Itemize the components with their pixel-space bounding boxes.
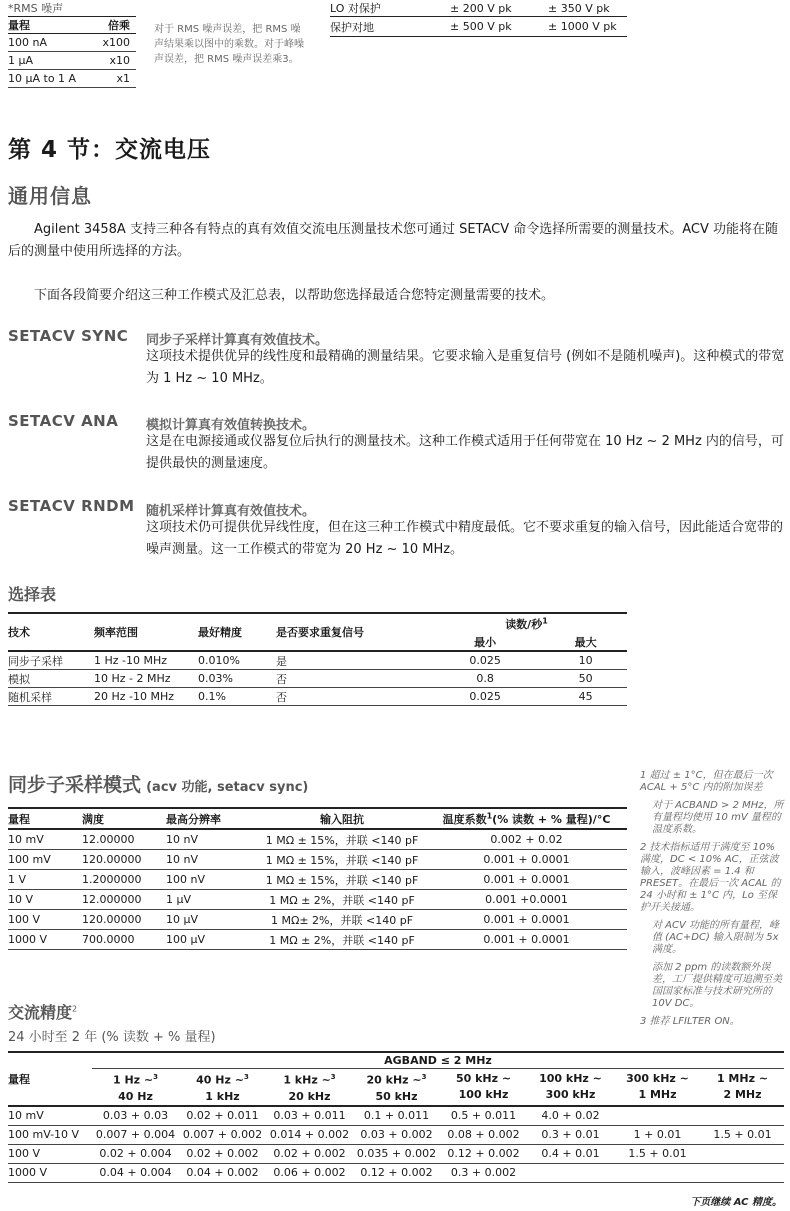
sync-heading: 同步子采样模式 (8, 774, 142, 796)
table-cell (701, 1163, 784, 1182)
table-cell: 1.2000000 (82, 870, 166, 890)
table-cell: 10 nV (166, 829, 258, 850)
table-cell: 12.00000 (82, 829, 166, 850)
table-cell (701, 1106, 784, 1126)
table-cell: 0.02 + 0.004 (92, 1144, 179, 1163)
rms-header-range: 量程 (8, 17, 94, 34)
table-cell: 1.5 + 0.01 (701, 1125, 784, 1144)
footnote-ref: 3 (243, 1073, 249, 1081)
col-header-range: 量程 (8, 1052, 92, 1106)
table-row (8, 70, 136, 88)
col-header-bottom: 1 kHz (205, 1089, 240, 1103)
table-row (8, 651, 627, 670)
sync-spec-table (8, 807, 627, 950)
col-header-bottom: 300 kHz (545, 1087, 596, 1101)
table-row (8, 52, 136, 70)
table-row (330, 0, 627, 17)
table-cell: ± 200 V pk (450, 0, 548, 17)
col-header-bottom: 100 kHz (458, 1087, 509, 1101)
table-row (8, 930, 627, 950)
accuracy-subheading: 24 小时至 2 年 (% 读数 + % 量程) (8, 1030, 216, 1045)
rms-note: 对于 RMS 噪声误差，把 RMS 噪声结果乘以图中的乘数。对于峰噪声误差，把 RMS 噪声误差乘3。 (154, 24, 304, 65)
selection-table (8, 612, 627, 706)
col-header: 量程 (8, 808, 82, 829)
table-cell: ± 350 V pk (548, 0, 627, 17)
table-cell: 否 (276, 670, 426, 688)
table-cell (614, 1106, 701, 1126)
table-cell: 1 MΩ± 2%，并联 <140 pF (258, 910, 426, 930)
table-cell: 1 V (8, 870, 82, 890)
table-cell: 否 (276, 688, 426, 706)
tempco-label: 温度系数 (442, 812, 487, 826)
sync-heading-block (8, 770, 308, 797)
table-cell: 保护对地 (330, 17, 450, 37)
col-header: 频率范围 (94, 613, 198, 651)
col-header: 满度 (82, 808, 166, 829)
table-cell: 4.0 + 0.02 (527, 1106, 614, 1126)
table-cell: 700.0000 (82, 930, 166, 950)
mode-desc-rndm: 这项技术仍可提供优异线性度，但在这三种工作模式中精度最低。它不要求重复的输入信号，因此能适合宽带的噪声测量。这一工作模式的带宽为 20 Hz ~ 10 MHz。 (146, 520, 784, 557)
table-cell: 10 (544, 651, 627, 670)
table-cell: 0.3 + 0.01 (527, 1125, 614, 1144)
table-cell: 0.001 + 0.0001 (426, 930, 627, 950)
col-header (179, 1069, 266, 1106)
table-cell: x10 (94, 52, 136, 70)
table-cell: 0.001 + 0.0001 (426, 870, 627, 890)
intro-paragraph-1: Agilent 3458A 支持三种各有特点的真有效值交流电压测量技术您可通过 SETACV 命令选择所需要的测量技术。ACV 功能将在随后的测量中使用所选择的方法。 (8, 222, 779, 259)
table-cell: 10 nV (166, 850, 258, 870)
rms-noise-block (8, 2, 143, 88)
table-cell: 10 µV (166, 910, 258, 930)
col-header-top: 20 kHz ~ (366, 1073, 422, 1087)
col-header-top: 100 kHz ~ (539, 1071, 602, 1085)
table-cell: 10 mV (8, 1106, 92, 1126)
table-row (8, 1163, 784, 1182)
footnote-2: 2 技术指标适用于满度至 10% 满度，DC < 10% AC，正弦波输入，波峰因素 = 1.4 和 PRESET。在最后一次 ACAL 的 24 小时和 ± 1°C 内，Lo 至保护开关接通。 (640, 842, 781, 913)
table-cell: 0.12 + 0.002 (440, 1144, 527, 1163)
lo-protection-table (330, 0, 627, 37)
footnote-1b: 对于 ACBAND > 2 MHz，所有量程均使用 10 mV 量程的温度系数。 (652, 800, 784, 835)
table-cell: 100 V (8, 1144, 92, 1163)
table-row (8, 890, 627, 910)
table-cell: 100 µV (166, 930, 258, 950)
table-row (8, 688, 627, 706)
table-cell: 0.06 + 0.002 (266, 1163, 353, 1182)
col-header-bottom: 40 Hz (118, 1089, 153, 1103)
mode-title-ana: 模拟计算真有效值转换技术。 (146, 418, 316, 433)
table-cell: 模拟 (8, 670, 94, 688)
col-header (701, 1069, 784, 1106)
footnote-ref: 3 (421, 1073, 427, 1081)
table-cell: 100 mV (8, 850, 82, 870)
table-cell: 120.00000 (82, 850, 166, 870)
col-header: 是否要求重复信号 (276, 613, 426, 651)
table-cell: 0.014 + 0.002 (266, 1125, 353, 1144)
col-header (440, 1069, 527, 1106)
table-cell: LO 对保护 (330, 0, 450, 17)
mode-name-rndm: SETACV RNDM (8, 497, 135, 515)
table-cell: 0.5 + 0.011 (440, 1106, 527, 1126)
table-cell: 0.001 + 0.0001 (426, 910, 627, 930)
table-cell: 0.1 + 0.011 (353, 1106, 440, 1126)
table-cell: 0.3 + 0.002 (440, 1163, 527, 1182)
table-cell: 0.04 + 0.002 (179, 1163, 266, 1182)
table-row (8, 829, 627, 850)
table-cell: 0.02 + 0.002 (266, 1144, 353, 1163)
mode-desc-ana: 这是在电源接通或仪器复位后执行的测量技术。这种工作模式适用于任何带宽在 10 Hz ~ 2 MHz 内的信号，可提供最快的测量速度。 (146, 434, 784, 471)
mode-desc-sync: 这项技术提供优异的线性度和最精确的测量结果。它要求输入是重复信号 (例如不是随机噪声)。这种模式的带宽为 1 Hz ~ 10 MHz。 (146, 349, 785, 386)
table-cell (701, 1144, 784, 1163)
table-row (8, 910, 627, 930)
table-cell: 随机采样 (8, 688, 94, 706)
table-cell: x1 (94, 70, 136, 88)
ac-accuracy-table (8, 1051, 784, 1183)
footnote-ref: 3 (330, 1073, 336, 1081)
col-header (614, 1069, 701, 1106)
table-cell: 0.03 + 0.03 (92, 1106, 179, 1126)
reading-rate-header (426, 613, 627, 633)
general-info-heading: 通用信息 (8, 184, 92, 208)
table-cell: 1 MΩ ± 15%，并联 <140 pF (258, 850, 426, 870)
col-header: 输入阻抗 (258, 808, 426, 829)
table-cell: 1000 V (8, 1163, 92, 1182)
col-header (266, 1069, 353, 1106)
table-cell: 1 MΩ ± 2%，并联 <140 pF (258, 930, 426, 950)
table-cell: x100 (94, 34, 136, 52)
table-cell: 0.002 + 0.02 (426, 829, 627, 850)
footnote-ref: 1 (542, 615, 548, 625)
col-header-top: 1 Hz ~ (112, 1073, 154, 1087)
accuracy-heading: 交流精度 (8, 1003, 73, 1022)
table-cell: 0.02 + 0.011 (179, 1106, 266, 1126)
table-row (8, 850, 627, 870)
table-cell: 1 µA (8, 52, 94, 70)
footnote-2c: 添加 2 ppm 的读数额外误差，工厂提供精度可追溯至美国国家标准与技术研究所的 10V DC。 (652, 962, 782, 1009)
table-cell: 同步子采样 (8, 651, 94, 670)
table-cell: 1 MΩ ± 15%，并联 <140 pF (258, 829, 426, 850)
mode-name-sync: SETACV SYNC (8, 327, 129, 345)
footnote-ref: 2 (72, 1004, 78, 1014)
table-cell: 10 µA to 1 A (8, 70, 94, 88)
table-cell: 50 (544, 670, 627, 688)
rms-table (8, 16, 136, 88)
table-cell: 120.00000 (82, 910, 166, 930)
section-title: 第 4 节：交流电压 (8, 137, 212, 163)
table-cell: 0.04 + 0.004 (92, 1163, 179, 1182)
table-cell (614, 1163, 701, 1182)
table-row (8, 870, 627, 890)
table-cell: 1 Hz -10 MHz (94, 651, 198, 670)
table-cell: 20 Hz -10 MHz (94, 688, 198, 706)
table-cell: 1 + 0.01 (614, 1125, 701, 1144)
col-header-bottom: 50 kHz (375, 1089, 418, 1103)
continued-note: 下页继续 AC 精度。 (690, 1197, 782, 1208)
col-header-top: 1 kHz ~ (283, 1073, 331, 1087)
band-header: AGBAND ≤ 2 MHz (92, 1052, 784, 1069)
table-cell: 0.025 (426, 651, 544, 670)
accuracy-heading-block (8, 1000, 77, 1023)
mode-title-rndm: 随机采样计算真有效值技术。 (146, 504, 316, 519)
col-header-top: 50 kHz ~ (455, 1071, 512, 1085)
mode-name-ana: SETACV ANA (8, 412, 119, 430)
col-header-bottom: 2 MHz (723, 1087, 762, 1101)
table-row (330, 17, 627, 37)
col-header: 技术 (8, 613, 94, 651)
table-row (8, 670, 627, 688)
intro-paragraph-2: 下面各段简要介绍这三种工作模式及汇总表，以帮助您选择最适合您特定测量需要的技术。 (34, 288, 555, 303)
table-cell: 1 MΩ ± 2%，并联 <140 pF (258, 890, 426, 910)
table-cell: 100 nA (8, 34, 94, 52)
table-cell: ± 500 V pk (450, 17, 548, 37)
col-header-top: 300 kHz ~ (626, 1071, 689, 1085)
tempco-unit: (% 读数 + % 量程)/°C (492, 812, 611, 826)
table-cell: 0.1% (198, 688, 276, 706)
rms-header-multiplier: 倍乘 (94, 17, 136, 34)
col-header-top: 40 Hz ~ (196, 1073, 244, 1087)
table-cell: 12.000000 (82, 890, 166, 910)
reading-rate-label: 读数/秒 (505, 617, 543, 631)
footnote-3: 3 推荐 LFILTER ON。 (640, 1016, 740, 1027)
table-cell: 0.8 (426, 670, 544, 688)
table-row (8, 1125, 784, 1144)
table-cell: 0.035 + 0.002 (353, 1144, 440, 1163)
table-cell: 100 mV-10 V (8, 1125, 92, 1144)
col-header: 最高分辨率 (166, 808, 258, 829)
mode-title-sync: 同步子采样计算真有效值技术。 (146, 333, 329, 348)
table-cell: 0.010% (198, 651, 276, 670)
table-cell: 100 nV (166, 870, 258, 890)
table-cell: 0.02 + 0.002 (179, 1144, 266, 1163)
table-cell: 10 Hz - 2 MHz (94, 670, 198, 688)
col-header-bottom: 1 MHz (638, 1087, 677, 1101)
col-header-max: 最大 (544, 633, 627, 651)
table-cell: 45 (544, 688, 627, 706)
col-header-top: 1 MHz ~ (716, 1071, 769, 1085)
col-header-min: 最小 (426, 633, 544, 651)
col-header (92, 1069, 179, 1106)
table-cell: 0.4 + 0.01 (527, 1144, 614, 1163)
table-row (8, 1144, 784, 1163)
selection-heading: 选择表 (8, 585, 57, 604)
col-header (353, 1069, 440, 1106)
table-cell (527, 1163, 614, 1182)
table-cell: 1 MΩ ± 15%，并联 <140 pF (258, 870, 426, 890)
table-cell: 0.12 + 0.002 (353, 1163, 440, 1182)
rms-caption: *RMS 噪声 (8, 2, 64, 15)
footnote-2b: 对 ACV 功能的所有量程，峰值 (AC+DC) 输入限制为 5x 满度。 (652, 920, 780, 955)
col-header (527, 1069, 614, 1106)
footnote-ref: 3 (153, 1073, 158, 1081)
table-row (8, 34, 136, 52)
sync-heading-sub: (acv 功能, setacv sync) (146, 780, 309, 795)
table-cell: 10 V (8, 890, 82, 910)
footnote-1: 1 超过 ± 1°C，但在最后一次 ACAL + 5°C 内的附加误差 (640, 770, 773, 793)
col-header-tempco (426, 808, 627, 829)
side-footnotes (640, 770, 785, 1034)
table-cell: 是 (276, 651, 426, 670)
table-cell: 10 mV (8, 829, 82, 850)
table-cell: ± 1000 V pk (548, 17, 627, 37)
col-header-bottom: 20 kHz (288, 1089, 331, 1103)
table-row (8, 1106, 784, 1126)
table-cell: 0.025 (426, 688, 544, 706)
col-header: 最好精度 (198, 613, 276, 651)
table-cell: 0.001 +0.0001 (426, 890, 627, 910)
table-cell: 0.03% (198, 670, 276, 688)
table-cell: 0.03 + 0.011 (266, 1106, 353, 1126)
table-cell: 0.007 + 0.004 (92, 1125, 179, 1144)
table-cell: 100 V (8, 910, 82, 930)
footnote-ref: 1 (486, 810, 493, 820)
table-cell: 0.08 + 0.002 (440, 1125, 527, 1144)
table-cell: 1.5 + 0.01 (614, 1144, 701, 1163)
table-cell: 0.03 + 0.002 (353, 1125, 440, 1144)
table-cell: 0.007 + 0.002 (179, 1125, 266, 1144)
table-cell: 0.001 + 0.0001 (426, 850, 627, 870)
table-cell: 1000 V (8, 930, 82, 950)
table-cell: 1 µV (166, 890, 258, 910)
